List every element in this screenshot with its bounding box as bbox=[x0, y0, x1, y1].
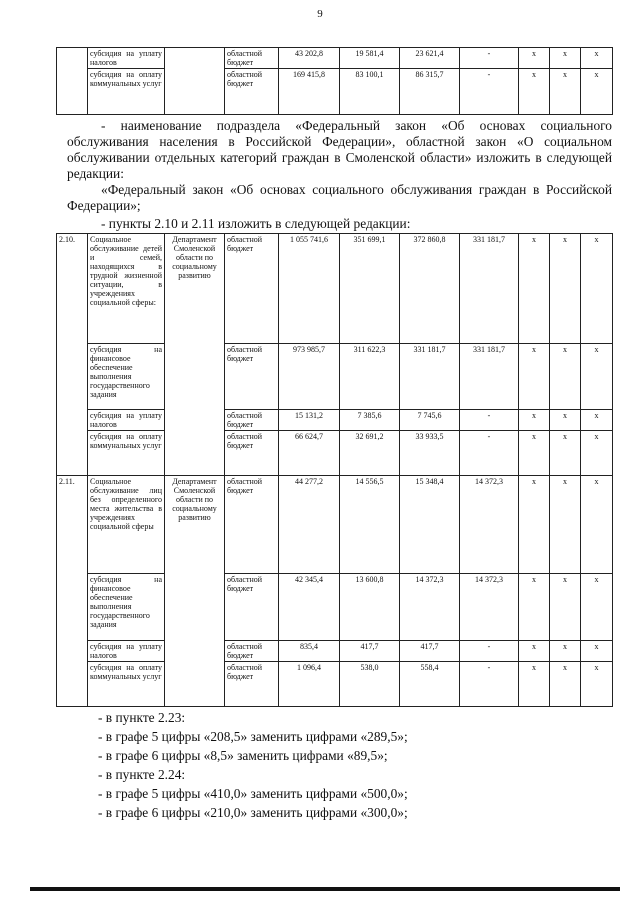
row-source: областной бюджет bbox=[225, 344, 279, 410]
amendment-line: - в графе 5 цифры «410,0» заменить цифрами «500,0»; bbox=[98, 786, 408, 801]
amendment-line: - в графе 6 цифры «210,0» заменить цифрами «300,0»; bbox=[98, 805, 408, 820]
row-year-1: 13 600,8 bbox=[340, 574, 400, 641]
row-year-1: 417,7 bbox=[340, 641, 400, 662]
row-year-3: 14 372,3 bbox=[460, 574, 519, 641]
row-mark-3: x bbox=[581, 48, 613, 69]
row-mark-1: x bbox=[519, 344, 550, 410]
row-mark-3: x bbox=[581, 431, 613, 476]
row-description: Социальное обслуживание лиц без определенного места жительства в учреждениях социальной сферы bbox=[88, 476, 165, 574]
row-year-3: - bbox=[460, 410, 519, 431]
table-row bbox=[57, 662, 613, 707]
table-row bbox=[57, 234, 613, 344]
row-year-3: 331 181,7 bbox=[460, 234, 519, 344]
row-total: 1 096,4 bbox=[279, 662, 340, 707]
row-year-3: - bbox=[460, 69, 519, 115]
row-mark-2: x bbox=[550, 69, 581, 115]
row-organization bbox=[165, 48, 225, 115]
table-row bbox=[57, 641, 613, 662]
row-source: областной бюджет bbox=[225, 234, 279, 344]
row-year-2: 7 745,6 bbox=[400, 410, 460, 431]
row-source: областной бюджет bbox=[225, 431, 279, 476]
paragraph-new-title: «Федеральный закон «Об основах социального обслуживания граждан в Российской Федерации»; bbox=[67, 182, 612, 213]
row-mark-1: x bbox=[519, 410, 550, 431]
row-year-1: 351 699,1 bbox=[340, 234, 400, 344]
row-mark-2: x bbox=[550, 410, 581, 431]
row-source: областной бюджет bbox=[225, 48, 279, 69]
row-year-2: 14 372,3 bbox=[400, 574, 460, 641]
row-year-2: 331 181,7 bbox=[400, 344, 460, 410]
amendment-line: - в графе 5 цифры «208,5» заменить цифрами «289,5»; bbox=[98, 729, 408, 744]
row-mark-3: x bbox=[581, 574, 613, 641]
row-mark-1: x bbox=[519, 574, 550, 641]
row-year-1: 7 385,6 bbox=[340, 410, 400, 431]
row-description: субсидия на оплату коммунальных услуг bbox=[88, 662, 165, 707]
row-mark-1: x bbox=[519, 662, 550, 707]
table-row bbox=[57, 48, 613, 69]
row-year-3: - bbox=[460, 48, 519, 69]
row-description: Социальное обслуживание детей и семей, находящихся в трудной жизненной ситуации, в учреждениях социальной сферы: bbox=[88, 234, 165, 344]
row-total: 42 345,4 bbox=[279, 574, 340, 641]
row-year-1: 32 691,2 bbox=[340, 431, 400, 476]
row-source: областной бюджет bbox=[225, 641, 279, 662]
row-source: областной бюджет bbox=[225, 662, 279, 707]
row-description: субсидия на финансовое обеспечение выполнения государственного задания bbox=[88, 344, 165, 410]
row-total: 66 624,7 bbox=[279, 431, 340, 476]
row-mark-1: x bbox=[519, 234, 550, 344]
row-mark-1: x bbox=[519, 641, 550, 662]
table-row bbox=[57, 431, 613, 476]
row-mark-3: x bbox=[581, 234, 613, 344]
paragraph-items-intro: - пункты 2.10 и 2.11 изложить в следующей редакции: bbox=[101, 216, 411, 231]
amendment-line: - в графе 6 цифры «8,5» заменить цифрами «89,5»; bbox=[98, 748, 388, 763]
row-number: 2.11. bbox=[57, 476, 88, 707]
amendment-line: - в пункте 2.23: bbox=[98, 710, 186, 725]
row-year-1: 538,0 bbox=[340, 662, 400, 707]
row-total: 44 277,2 bbox=[279, 476, 340, 574]
row-description: субсидия на уплату налогов bbox=[88, 410, 165, 431]
row-year-2: 33 933,5 bbox=[400, 431, 460, 476]
row-mark-2: x bbox=[550, 662, 581, 707]
row-year-1: 19 581,4 bbox=[340, 48, 400, 69]
row-description: субсидия на оплату коммунальных услуг bbox=[88, 431, 165, 476]
row-number bbox=[57, 48, 88, 115]
row-mark-2: x bbox=[550, 641, 581, 662]
budget-table bbox=[56, 233, 613, 707]
row-year-1: 311 622,3 bbox=[340, 344, 400, 410]
table-row bbox=[57, 574, 613, 641]
row-mark-2: x bbox=[550, 574, 581, 641]
row-mark-1: x bbox=[519, 431, 550, 476]
row-year-2: 86 315,7 bbox=[400, 69, 460, 115]
row-number: 2.10. bbox=[57, 234, 88, 476]
row-year-1: 14 556,5 bbox=[340, 476, 400, 574]
row-total: 15 131,2 bbox=[279, 410, 340, 431]
row-year-3: 14 372,3 bbox=[460, 476, 519, 574]
row-mark-2: x bbox=[550, 476, 581, 574]
row-mark-2: x bbox=[550, 234, 581, 344]
table-row bbox=[57, 476, 613, 574]
row-mark-1: x bbox=[519, 48, 550, 69]
row-mark-3: x bbox=[581, 69, 613, 115]
row-total: 1 055 741,6 bbox=[279, 234, 340, 344]
table-row bbox=[57, 410, 613, 431]
row-mark-2: x bbox=[550, 344, 581, 410]
row-total: 169 415,8 bbox=[279, 69, 340, 115]
row-mark-3: x bbox=[581, 344, 613, 410]
row-organization: Департамент Смоленской области по социальному развитию bbox=[165, 234, 225, 476]
row-mark-3: x bbox=[581, 662, 613, 707]
row-year-2: 23 621,4 bbox=[400, 48, 460, 69]
row-total: 43 202,8 bbox=[279, 48, 340, 69]
row-mark-3: x bbox=[581, 641, 613, 662]
row-description: субсидия на уплату налогов bbox=[88, 641, 165, 662]
row-year-2: 558,4 bbox=[400, 662, 460, 707]
paragraph-rename-subsection: - наименование подраздела «Федеральный закон «Об основах социального обслуживания населения в Российской Федерации», областной закон «О социальном обслуживании отдельных категорий граждан в Смоленской области» изложить в следующей редакции: bbox=[67, 118, 612, 181]
row-year-2: 417,7 bbox=[400, 641, 460, 662]
table-row bbox=[57, 69, 613, 115]
row-year-3: - bbox=[460, 431, 519, 476]
row-source: областной бюджет bbox=[225, 476, 279, 574]
table-row bbox=[57, 344, 613, 410]
page-number: 9 bbox=[317, 8, 323, 20]
row-mark-3: x bbox=[581, 476, 613, 574]
row-source: областной бюджет bbox=[225, 410, 279, 431]
row-mark-2: x bbox=[550, 48, 581, 69]
row-source: областной бюджет bbox=[225, 574, 279, 641]
row-organization: Департамент Смоленской области по социальному развитию bbox=[165, 476, 225, 707]
row-mark-2: x bbox=[550, 431, 581, 476]
row-description: субсидия на уплату налогов bbox=[88, 48, 165, 69]
row-description: субсидия на финансовое обеспечение выполнения государственного задания bbox=[88, 574, 165, 641]
row-source: областной бюджет bbox=[225, 69, 279, 115]
row-year-3: - bbox=[460, 641, 519, 662]
row-mark-3: x bbox=[581, 410, 613, 431]
row-total: 973 985,7 bbox=[279, 344, 340, 410]
row-description: субсидия на оплату коммунальных услуг bbox=[88, 69, 165, 115]
row-year-2: 15 348,4 bbox=[400, 476, 460, 574]
row-year-2: 372 860,8 bbox=[400, 234, 460, 344]
row-year-3: - bbox=[460, 662, 519, 707]
row-total: 835,4 bbox=[279, 641, 340, 662]
row-mark-1: x bbox=[519, 69, 550, 115]
row-year-1: 83 100,1 bbox=[340, 69, 400, 115]
row-mark-1: x bbox=[519, 476, 550, 574]
amendment-line: - в пункте 2.24: bbox=[98, 767, 186, 782]
row-year-3: 331 181,7 bbox=[460, 344, 519, 410]
footer-rule bbox=[30, 887, 620, 891]
budget-table-continuation bbox=[56, 47, 613, 115]
